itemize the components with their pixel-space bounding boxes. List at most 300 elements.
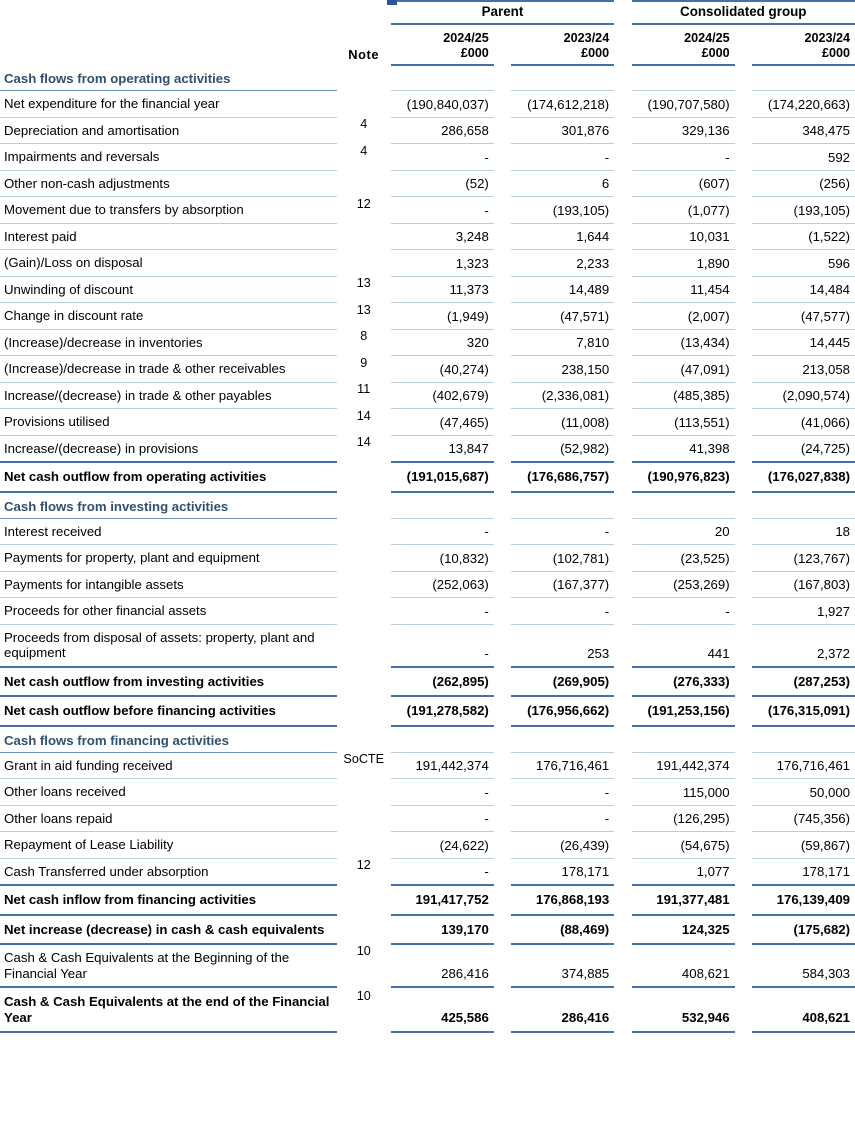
value-parent-2023-24 — [511, 65, 614, 91]
col-header-unit: £000 — [460, 45, 489, 60]
table-row — [0, 276, 855, 303]
row-note — [337, 915, 391, 945]
col-header-unit: £000 — [701, 45, 730, 60]
row-note: 14 — [356, 408, 371, 423]
value-parent-2024-25: - — [391, 805, 494, 832]
table-row — [0, 832, 855, 859]
row-note: 14 — [356, 435, 371, 449]
column-gap — [614, 885, 631, 915]
value-group-2023-24: 584,303 — [752, 944, 855, 987]
row-note: 10 — [356, 989, 371, 1003]
value-group-2024-25: (190,707,580) — [632, 91, 735, 118]
value-group-2023-24: 50,000 — [752, 779, 855, 806]
value-group-2024-25: - — [632, 598, 735, 625]
row-note: 9 — [360, 355, 368, 370]
row-label: (Increase)/decrease in trade & other receivables — [0, 356, 337, 383]
table-row — [0, 91, 855, 118]
column-gap — [494, 435, 511, 462]
column-gap — [614, 144, 631, 171]
table-row — [0, 144, 855, 171]
col-header-year: 2023/24 — [804, 31, 850, 45]
column-gap — [494, 915, 511, 945]
value-parent-2023-24: 238,150 — [511, 356, 614, 383]
column-gap — [614, 276, 631, 303]
column-gap — [614, 944, 631, 987]
value-parent-2023-24: (176,956,662) — [511, 696, 614, 726]
value-group-2024-25: (1,077) — [632, 197, 735, 224]
value-parent-2024-25: (191,015,687) — [391, 462, 494, 492]
value-parent-2024-25: - — [391, 858, 494, 885]
value-parent-2024-25: 1,323 — [391, 250, 494, 277]
value-group-2023-24: (287,253) — [752, 667, 855, 697]
column-gap — [614, 435, 631, 462]
total-row-label: Net cash inflow from financing activities — [0, 885, 337, 915]
column-gap — [735, 858, 752, 885]
value-parent-2023-24: 176,716,461 — [511, 752, 614, 779]
row-note — [337, 250, 391, 277]
row-label: Increase/(decrease) in trade & other payables — [0, 382, 337, 409]
table-row — [0, 329, 855, 356]
column-gap — [614, 223, 631, 250]
column-gap — [614, 832, 631, 859]
table-row — [0, 197, 855, 224]
col-header-year: 2024/25 — [684, 31, 730, 45]
row-label: Unwinding of discount — [0, 276, 337, 303]
total-row — [0, 696, 855, 726]
column-gap — [614, 250, 631, 277]
value-parent-2023-24: (102,781) — [511, 545, 614, 572]
row-note: 11 — [357, 382, 371, 396]
value-group-2023-24: (175,682) — [752, 915, 855, 945]
column-gap — [614, 752, 631, 779]
value-group-2024-25: 10,031 — [632, 223, 735, 250]
column-gap — [614, 987, 631, 1032]
column-gap — [494, 832, 511, 859]
value-parent-2024-25: (10,832) — [391, 545, 494, 572]
table-row — [0, 223, 855, 250]
row-note: 4 — [360, 117, 368, 131]
column-gap — [614, 117, 631, 144]
total-row — [0, 885, 855, 915]
column-gap — [614, 779, 631, 806]
col-header-unit: £000 — [821, 45, 850, 60]
row-note — [337, 832, 391, 859]
column-gap — [614, 915, 631, 945]
row-note: 13 — [356, 276, 371, 290]
row-note — [337, 65, 391, 91]
value-group-2023-24: (167,803) — [752, 571, 855, 598]
row-note — [337, 598, 391, 625]
row-label: Depreciation and amortisation — [0, 117, 337, 144]
col-header-group-2023-24 — [752, 24, 855, 65]
column-gap — [494, 329, 511, 356]
table-row — [0, 598, 855, 625]
row-note — [337, 667, 391, 697]
column-gap — [494, 598, 511, 625]
row-note: 10 — [356, 944, 371, 958]
value-group-2024-25: (13,434) — [632, 329, 735, 356]
value-parent-2024-25: - — [391, 144, 494, 171]
row-label: (Gain)/Loss on disposal — [0, 250, 337, 277]
col-header-year: 2023/24 — [563, 31, 610, 45]
value-parent-2024-25: 13,847 — [391, 435, 494, 462]
column-gap — [494, 624, 511, 667]
value-parent-2023-24: 253 — [511, 624, 614, 667]
column-gap — [614, 356, 631, 383]
column-gap — [735, 276, 752, 303]
row-label: Repayment of Lease Liability — [0, 832, 337, 859]
row-label: Other loans repaid — [0, 805, 337, 832]
row-label: Grant in aid funding received — [0, 752, 337, 779]
total-row-label: Net increase (decrease) in cash & cash equivalents — [0, 915, 337, 945]
col-header-parent-2024-25 — [391, 24, 494, 65]
year-header-blank-label — [0, 24, 337, 65]
value-parent-2023-24: 1,644 — [511, 223, 614, 250]
value-group-2024-25: 191,377,481 — [632, 885, 735, 915]
group-header-row — [0, 1, 855, 24]
column-gap — [614, 805, 631, 832]
column-gap — [735, 303, 752, 330]
row-label: Interest paid — [0, 223, 337, 250]
value-group-2023-24: 178,171 — [752, 858, 855, 885]
value-parent-2023-24: (88,469) — [511, 915, 614, 945]
column-gap — [735, 726, 752, 753]
value-group-2023-24 — [752, 65, 855, 91]
row-note: 12 — [356, 858, 371, 872]
column-gap — [494, 492, 511, 519]
value-parent-2023-24: (174,612,218) — [511, 91, 614, 118]
value-parent-2023-24: (11,008) — [511, 409, 614, 436]
column-gap — [494, 276, 511, 303]
value-group-2023-24: (193,105) — [752, 197, 855, 224]
value-parent-2024-25: (24,622) — [391, 832, 494, 859]
row-label: Cash & Cash Equivalents at the Beginning of the Financial Year — [0, 944, 337, 987]
value-parent-2023-24: (52,982) — [511, 435, 614, 462]
value-parent-2023-24: (2,336,081) — [511, 382, 614, 409]
column-gap — [735, 944, 752, 987]
value-parent-2023-24: (26,439) — [511, 832, 614, 859]
value-parent-2023-24: (269,905) — [511, 667, 614, 697]
value-group-2023-24: 176,139,409 — [752, 885, 855, 915]
row-note — [337, 462, 391, 492]
value-parent-2024-25: (47,465) — [391, 409, 494, 436]
column-gap — [735, 170, 752, 197]
row-note: 4 — [360, 143, 368, 158]
value-parent-2023-24: (47,571) — [511, 303, 614, 330]
value-parent-2024-25: (252,063) — [391, 571, 494, 598]
column-gap — [735, 435, 752, 462]
value-group-2024-25: 1,890 — [632, 250, 735, 277]
value-group-2024-25: 1,077 — [632, 858, 735, 885]
column-gap — [494, 197, 511, 224]
value-group-2023-24: (47,577) — [752, 303, 855, 330]
value-parent-2023-24: 178,171 — [511, 858, 614, 885]
value-parent-2024-25: (402,679) — [391, 382, 494, 409]
column-gap — [494, 805, 511, 832]
column-gap — [735, 805, 752, 832]
value-group-2023-24: 2,372 — [752, 624, 855, 667]
column-gap — [735, 696, 752, 726]
group-header-gap-1 — [614, 1, 631, 24]
column-gap — [614, 197, 631, 224]
table-row — [0, 805, 855, 832]
value-group-2024-25: 115,000 — [632, 779, 735, 806]
row-note — [337, 805, 391, 832]
value-group-2023-24: (174,220,663) — [752, 91, 855, 118]
value-parent-2024-25: 139,170 — [391, 915, 494, 945]
value-group-2024-25: (191,253,156) — [632, 696, 735, 726]
section-header-label: Cash flows from financing activities — [0, 726, 337, 753]
value-parent-2024-25: - — [391, 518, 494, 545]
column-gap — [735, 667, 752, 697]
column-gap — [614, 329, 631, 356]
value-parent-2024-25: - — [391, 779, 494, 806]
column-gap — [614, 382, 631, 409]
row-note — [337, 518, 391, 545]
column-gap — [735, 65, 752, 91]
value-parent-2024-25: (191,278,582) — [391, 696, 494, 726]
column-gap — [735, 409, 752, 436]
column-gap — [494, 356, 511, 383]
row-label: Interest received — [0, 518, 337, 545]
table-row — [0, 435, 855, 462]
row-note — [337, 696, 391, 726]
column-gap — [735, 356, 752, 383]
table-row — [0, 518, 855, 545]
value-group-2024-25: 20 — [632, 518, 735, 545]
value-group-2024-25 — [632, 65, 735, 91]
column-gap — [494, 858, 511, 885]
column-gap — [614, 726, 631, 753]
column-gap — [735, 624, 752, 667]
row-label: Net expenditure for the financial year — [0, 91, 337, 118]
value-parent-2024-25 — [391, 492, 494, 519]
column-gap — [735, 832, 752, 859]
value-group-2023-24: (256) — [752, 170, 855, 197]
year-header-gap-c — [735, 24, 752, 65]
table-row — [0, 170, 855, 197]
value-parent-2023-24: - — [511, 805, 614, 832]
value-parent-2024-25: - — [391, 598, 494, 625]
column-gap — [735, 144, 752, 171]
column-gap — [735, 462, 752, 492]
value-parent-2024-25: 320 — [391, 329, 494, 356]
value-parent-2023-24: (193,105) — [511, 197, 614, 224]
group-header-parent: Parent — [391, 1, 614, 24]
value-parent-2024-25: 3,248 — [391, 223, 494, 250]
value-group-2023-24: (176,027,838) — [752, 462, 855, 492]
row-label: Other non-cash adjustments — [0, 170, 337, 197]
section-header-row — [0, 65, 855, 91]
row-label: Payments for intangible assets — [0, 571, 337, 598]
value-parent-2023-24: 14,489 — [511, 276, 614, 303]
col-header-year: 2024/25 — [443, 31, 489, 45]
column-gap — [735, 492, 752, 519]
group-header-blank-label — [0, 1, 337, 24]
value-group-2023-24: (24,725) — [752, 435, 855, 462]
value-parent-2024-25: - — [391, 624, 494, 667]
row-note — [337, 223, 391, 250]
col-header-group-2024-25 — [632, 24, 735, 65]
column-gap — [614, 858, 631, 885]
column-gap — [735, 779, 752, 806]
row-note — [337, 726, 391, 753]
value-group-2024-25: 441 — [632, 624, 735, 667]
column-gap — [735, 885, 752, 915]
group-header-consolidated: Consolidated group — [632, 1, 855, 24]
value-group-2024-25: 532,946 — [632, 987, 735, 1032]
column-gap — [735, 545, 752, 572]
total-row — [0, 915, 855, 945]
value-group-2024-25: 329,136 — [632, 117, 735, 144]
value-parent-2023-24: 6 — [511, 170, 614, 197]
value-parent-2023-24: 374,885 — [511, 944, 614, 987]
column-gap — [494, 726, 511, 753]
value-group-2023-24: 596 — [752, 250, 855, 277]
table-row — [0, 117, 855, 144]
column-gap — [614, 518, 631, 545]
section-header-label: Cash flows from operating activities — [0, 65, 337, 91]
column-gap — [735, 91, 752, 118]
value-group-2023-24: 408,621 — [752, 987, 855, 1032]
value-group-2023-24: (123,767) — [752, 545, 855, 572]
row-label: Movement due to transfers by absorption — [0, 197, 337, 224]
row-label: Increase/(decrease) in provisions — [0, 435, 337, 462]
value-parent-2023-24: 286,416 — [511, 987, 614, 1032]
row-note — [337, 624, 391, 667]
value-parent-2024-25 — [391, 726, 494, 753]
total-row — [0, 667, 855, 697]
value-group-2024-25: 408,621 — [632, 944, 735, 987]
column-gap — [735, 329, 752, 356]
table-row — [0, 944, 855, 987]
value-parent-2024-25: 286,658 — [391, 117, 494, 144]
column-gap — [614, 571, 631, 598]
value-group-2023-24: (1,522) — [752, 223, 855, 250]
column-gap — [494, 545, 511, 572]
row-label: Proceeds for other financial assets — [0, 598, 337, 625]
table-header — [0, 1, 855, 65]
value-parent-2023-24: 2,233 — [511, 250, 614, 277]
column-gap — [494, 518, 511, 545]
value-parent-2023-24: - — [511, 144, 614, 171]
value-group-2023-24: (745,356) — [752, 805, 855, 832]
table-row — [0, 382, 855, 409]
column-gap — [735, 571, 752, 598]
column-gap — [494, 462, 511, 492]
value-parent-2023-24: 301,876 — [511, 117, 614, 144]
note-column-header: Note — [348, 46, 380, 62]
row-label: Provisions utilised — [0, 409, 337, 436]
column-gap — [614, 303, 631, 330]
value-group-2023-24: 348,475 — [752, 117, 855, 144]
row-note — [337, 571, 391, 598]
value-group-2024-25: (485,385) — [632, 382, 735, 409]
value-parent-2023-24: - — [511, 518, 614, 545]
column-gap — [614, 170, 631, 197]
value-group-2024-25: 11,454 — [632, 276, 735, 303]
column-gap — [494, 144, 511, 171]
value-group-2024-25: (190,976,823) — [632, 462, 735, 492]
value-group-2024-25: (23,525) — [632, 545, 735, 572]
row-note: 12 — [356, 196, 371, 211]
table-row — [0, 571, 855, 598]
column-gap — [735, 223, 752, 250]
column-gap — [735, 518, 752, 545]
column-gap — [494, 65, 511, 91]
total-row-label: Net cash outflow from investing activities — [0, 667, 337, 697]
row-note — [337, 91, 391, 118]
column-gap — [494, 752, 511, 779]
column-gap — [735, 117, 752, 144]
section-header-row — [0, 492, 855, 519]
column-gap — [494, 885, 511, 915]
column-gap — [494, 117, 511, 144]
value-group-2024-25: (607) — [632, 170, 735, 197]
value-parent-2024-25: (40,274) — [391, 356, 494, 383]
table-row — [0, 303, 855, 330]
column-gap — [494, 987, 511, 1032]
column-gap — [494, 571, 511, 598]
row-label: Other loans received — [0, 779, 337, 806]
value-parent-2024-25: 191,417,752 — [391, 885, 494, 915]
value-group-2024-25: (126,295) — [632, 805, 735, 832]
section-header-label: Cash flows from investing activities — [0, 492, 337, 519]
year-header-gap-b — [614, 24, 631, 65]
table-row — [0, 545, 855, 572]
value-group-2023-24: 176,716,461 — [752, 752, 855, 779]
value-parent-2024-25: - — [391, 197, 494, 224]
column-gap — [614, 91, 631, 118]
column-gap — [735, 197, 752, 224]
value-group-2024-25: (113,551) — [632, 409, 735, 436]
row-note: 13 — [356, 302, 371, 317]
row-label: (Increase)/decrease in inventories — [0, 329, 337, 356]
table-row — [0, 779, 855, 806]
row-label: Impairments and reversals — [0, 144, 337, 171]
row-note — [337, 492, 391, 519]
value-parent-2023-24 — [511, 726, 614, 753]
column-gap — [494, 667, 511, 697]
column-gap — [494, 944, 511, 987]
value-parent-2024-25: 425,586 — [391, 987, 494, 1032]
value-parent-2024-25: (262,895) — [391, 667, 494, 697]
column-gap — [494, 409, 511, 436]
table-row — [0, 624, 855, 667]
value-parent-2024-25: 191,442,374 — [391, 752, 494, 779]
col-header-parent-2023-24 — [511, 24, 614, 65]
value-group-2024-25 — [632, 726, 735, 753]
value-group-2024-25: (253,269) — [632, 571, 735, 598]
column-gap — [494, 250, 511, 277]
value-group-2024-25 — [632, 492, 735, 519]
value-parent-2023-24 — [511, 492, 614, 519]
value-group-2024-25: (2,007) — [632, 303, 735, 330]
value-group-2023-24: (41,066) — [752, 409, 855, 436]
column-gap — [494, 223, 511, 250]
value-group-2023-24 — [752, 492, 855, 519]
column-gap — [494, 382, 511, 409]
row-label: Payments for property, plant and equipment — [0, 545, 337, 572]
clipped-header-fragment — [387, 0, 397, 5]
table-row — [0, 356, 855, 383]
column-gap — [614, 65, 631, 91]
value-parent-2024-25 — [391, 65, 494, 91]
table-row — [0, 409, 855, 436]
row-note — [337, 885, 391, 915]
year-header-row — [0, 24, 855, 65]
column-gap — [614, 545, 631, 572]
